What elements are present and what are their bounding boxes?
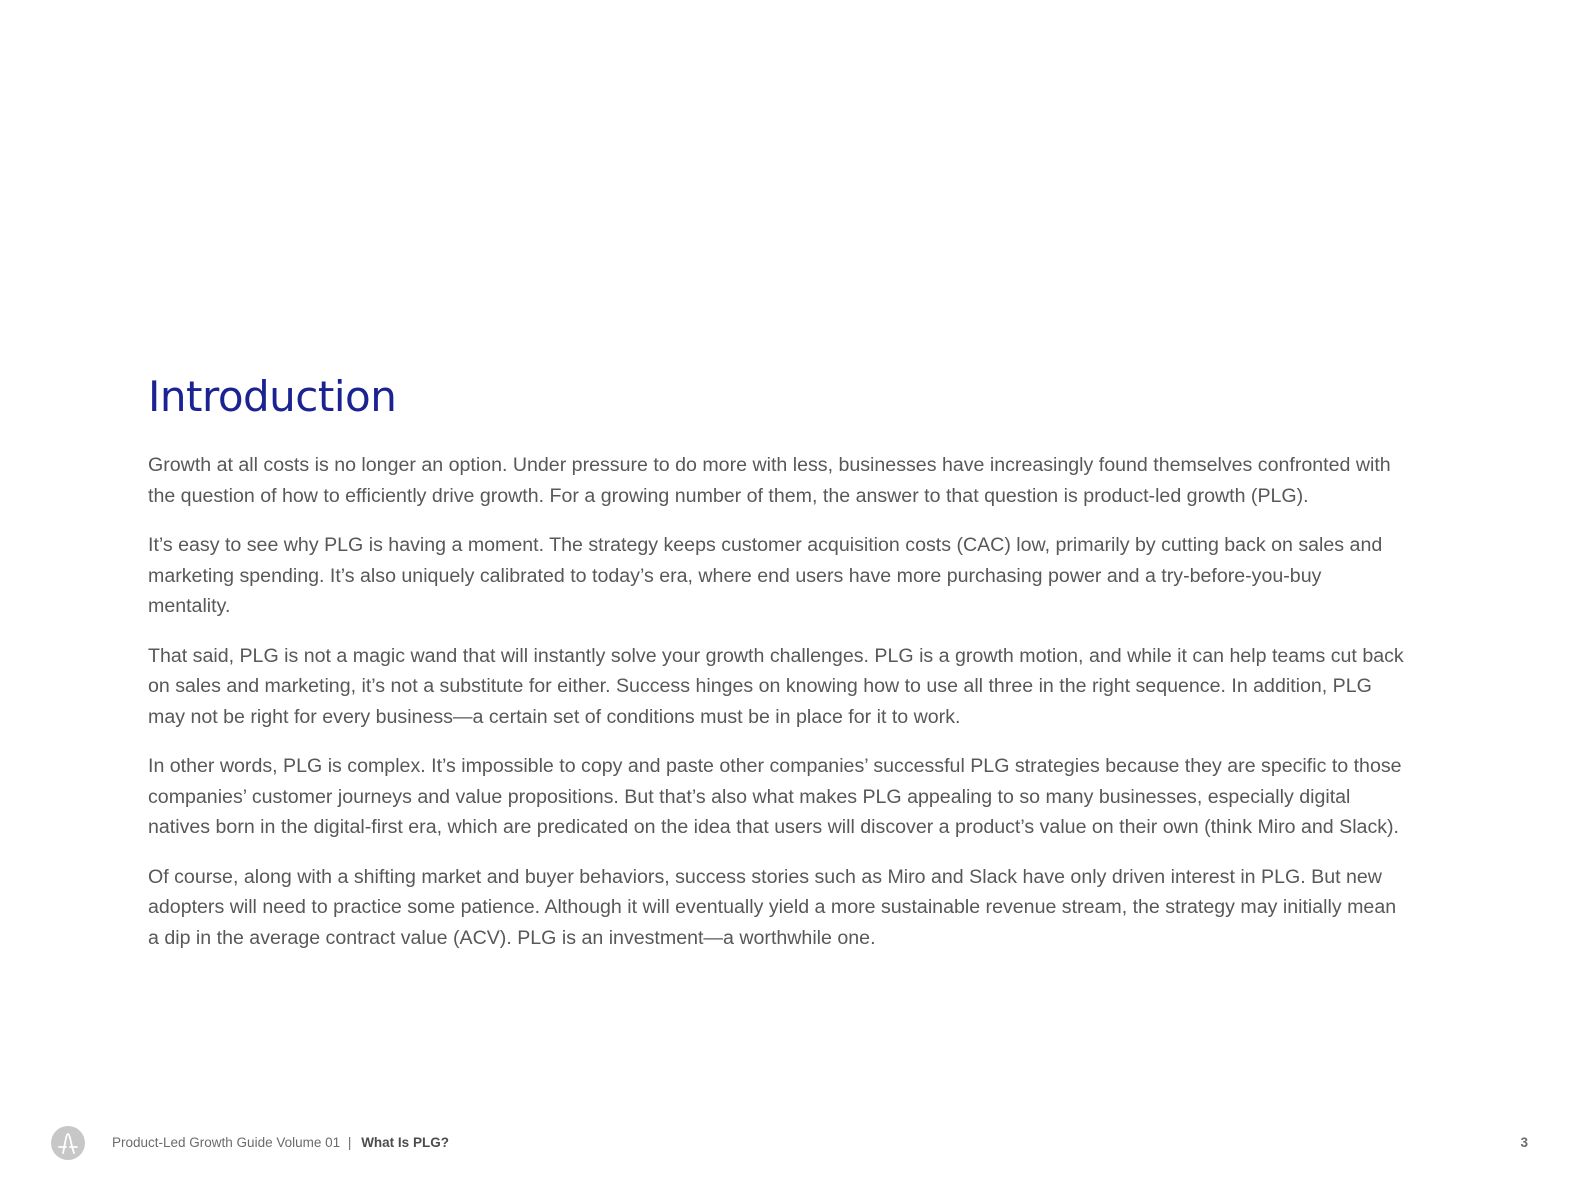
body-paragraph: In other words, PLG is complex. It’s impossible to copy and paste other companies’ successful PLG strategies because they are specific to those companies’ customer journeys and value propositions. But that’s also what makes PLG appealing to so many businesses, especially digital natives born in the digital-first era, which are predicated on the idea that users will discover a product’s value on their own (think Miro and Slack).	[148, 755, 1402, 838]
page-title: Introduction	[148, 372, 397, 421]
body-paragraph: That said, PLG is not a magic wand that will instantly solve your growth challenges. PLG is a growth motion, and while it can help teams cut back on sales and marketing, it’s not a substitute for either. Success hinges on knowing how to use all three in the right sequence. In addition, PLG may not be right for every business—a certain set of conditions must be in place for it to work.	[148, 644, 1404, 728]
footer-caption	[112, 1134, 449, 1152]
body-paragraph: Of course, along with a shifting market and buyer behaviors, success stories such as Miro and Slack have only driven interest in PLG. But new adopters will need to practice some patience. Although it will eventually yield a more sustainable revenue stream, the strategy may initially mean a dip in the average contract value (ACV). PLG is an investment—a worthwhile one.	[148, 865, 1397, 949]
footer-doc-title: Product-Led Growth Guide Volume 01	[112, 1135, 341, 1150]
page-content	[148, 372, 1408, 972]
amplitude-logo-icon	[51, 1126, 85, 1160]
footer-section-title: What Is PLG?	[361, 1135, 449, 1150]
page-number: 3	[1520, 1135, 1528, 1150]
body-paragraph: Growth at all costs is no longer an option. Under pressure to do more with less, businesses have increasingly found themselves confronted with the question of how to efficiently drive growth. For a growing number of them, the answer to that question is product-led growth (PLG).	[148, 454, 1391, 507]
body-paragraph: It’s easy to see why PLG is having a moment. The strategy keeps customer acquisition costs (CAC) low, primarily by cutting back on sales and marketing spending. It’s also uniquely calibrated to today’s era, where end users have more purchasing power and a try-before-you-buy mentality.	[148, 534, 1383, 617]
page-footer	[0, 1126, 1588, 1160]
footer-separator: |	[347, 1135, 352, 1150]
